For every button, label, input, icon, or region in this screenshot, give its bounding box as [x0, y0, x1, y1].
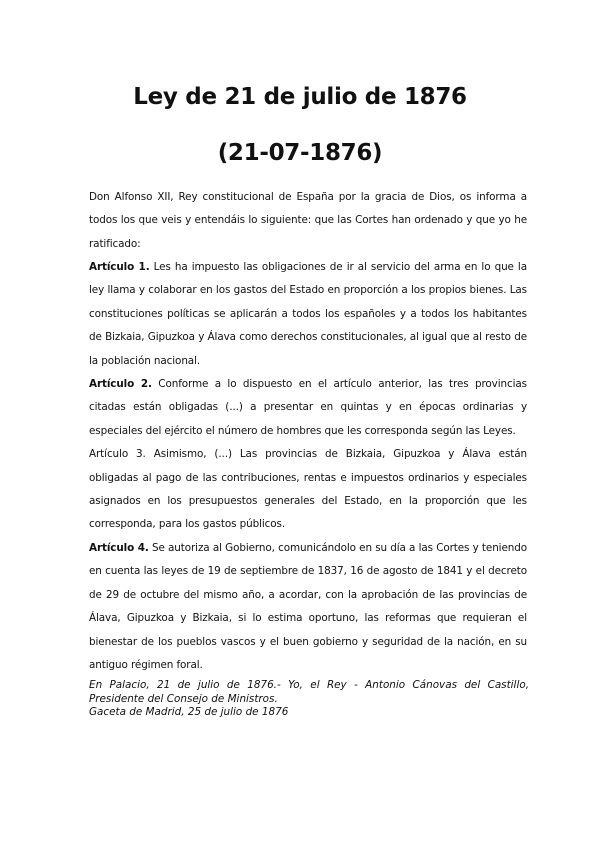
articles-section — [89, 256, 527, 677]
source-line: Gaceta de Madrid, 25 de julio de 1876 — [89, 706, 289, 718]
intro-paragraph: Don Alfonso XII, Rey constitucional de España por la gracia de Dios, os informa a todos los que veis y entendáis lo siguiente: que las Cortes han ordenado y que yo he ratificado: — [89, 191, 527, 250]
footer-note — [89, 679, 529, 720]
article-1-label: Artículo 1. — [89, 261, 150, 273]
document-title: Ley de 21 de julio de 1876 — [133, 84, 467, 110]
article-2-text: Conforme a lo dispuesto en el artículo anterior, las tres provincias citadas están obligadas (...) a presentar en quintas y en épocas ordinarias y especiales del ejército el número de hombres que les corresponda según las Leyes. — [89, 378, 527, 437]
article-1-text: Les ha impuesto las obligaciones de ir al servicio del arma en lo que la ley llama y colaborar en los gastos del Estado en proporción a los propios bienes. Las constituciones políticas se aplicarán a todos los españoles y a todos los habitantes de Bizkaia, Gipuzkoa y Álava como derechos constitucionales, al igual que al resto de la población nacional. — [89, 261, 527, 367]
article-4-label: Artículo 4. — [89, 541, 149, 554]
article-2 — [89, 373, 527, 443]
article-4 — [89, 537, 527, 677]
article-3 — [89, 443, 527, 537]
signature-line: En Palacio, 21 de julio de 1876.- Yo, el Rey - Antonio Cánovas del Castillo, Presidente del Consejo de Ministros. — [89, 679, 529, 705]
article-4-text: Se autoriza al Gobierno, comunicándolo en su día a las Cortes y teniendo en cuenta las leyes de 19 de septiembre de 1837, 16 de agosto de 1841 y el decreto de 29 de octubre del mismo año, a acordar, con la aprobación de las provincias de Álava, Gipuzkoa y Bizkaia, si lo estima oportuno, las reformas que requieran el bienestar de los pueblos vascos y el buen gobierno y seguridad de la nación, en su antiguo régimen foral. — [89, 541, 527, 671]
document-date-code: (21-07-1876) — [217, 140, 383, 166]
article-1 — [89, 256, 527, 373]
article-3-text: Artículo 3. Asimismo, (...) Las provincias de Bizkaia, Gipuzkoa y Álava están obligadas al pago de las contribuciones, rentas e impuestos ordinarios y especiales asignados en los presupuestos generales del Estado, en la proporción que les corresponda, para los gastos públicos. — [89, 448, 527, 531]
article-2-label: Artículo 2. — [89, 378, 152, 391]
